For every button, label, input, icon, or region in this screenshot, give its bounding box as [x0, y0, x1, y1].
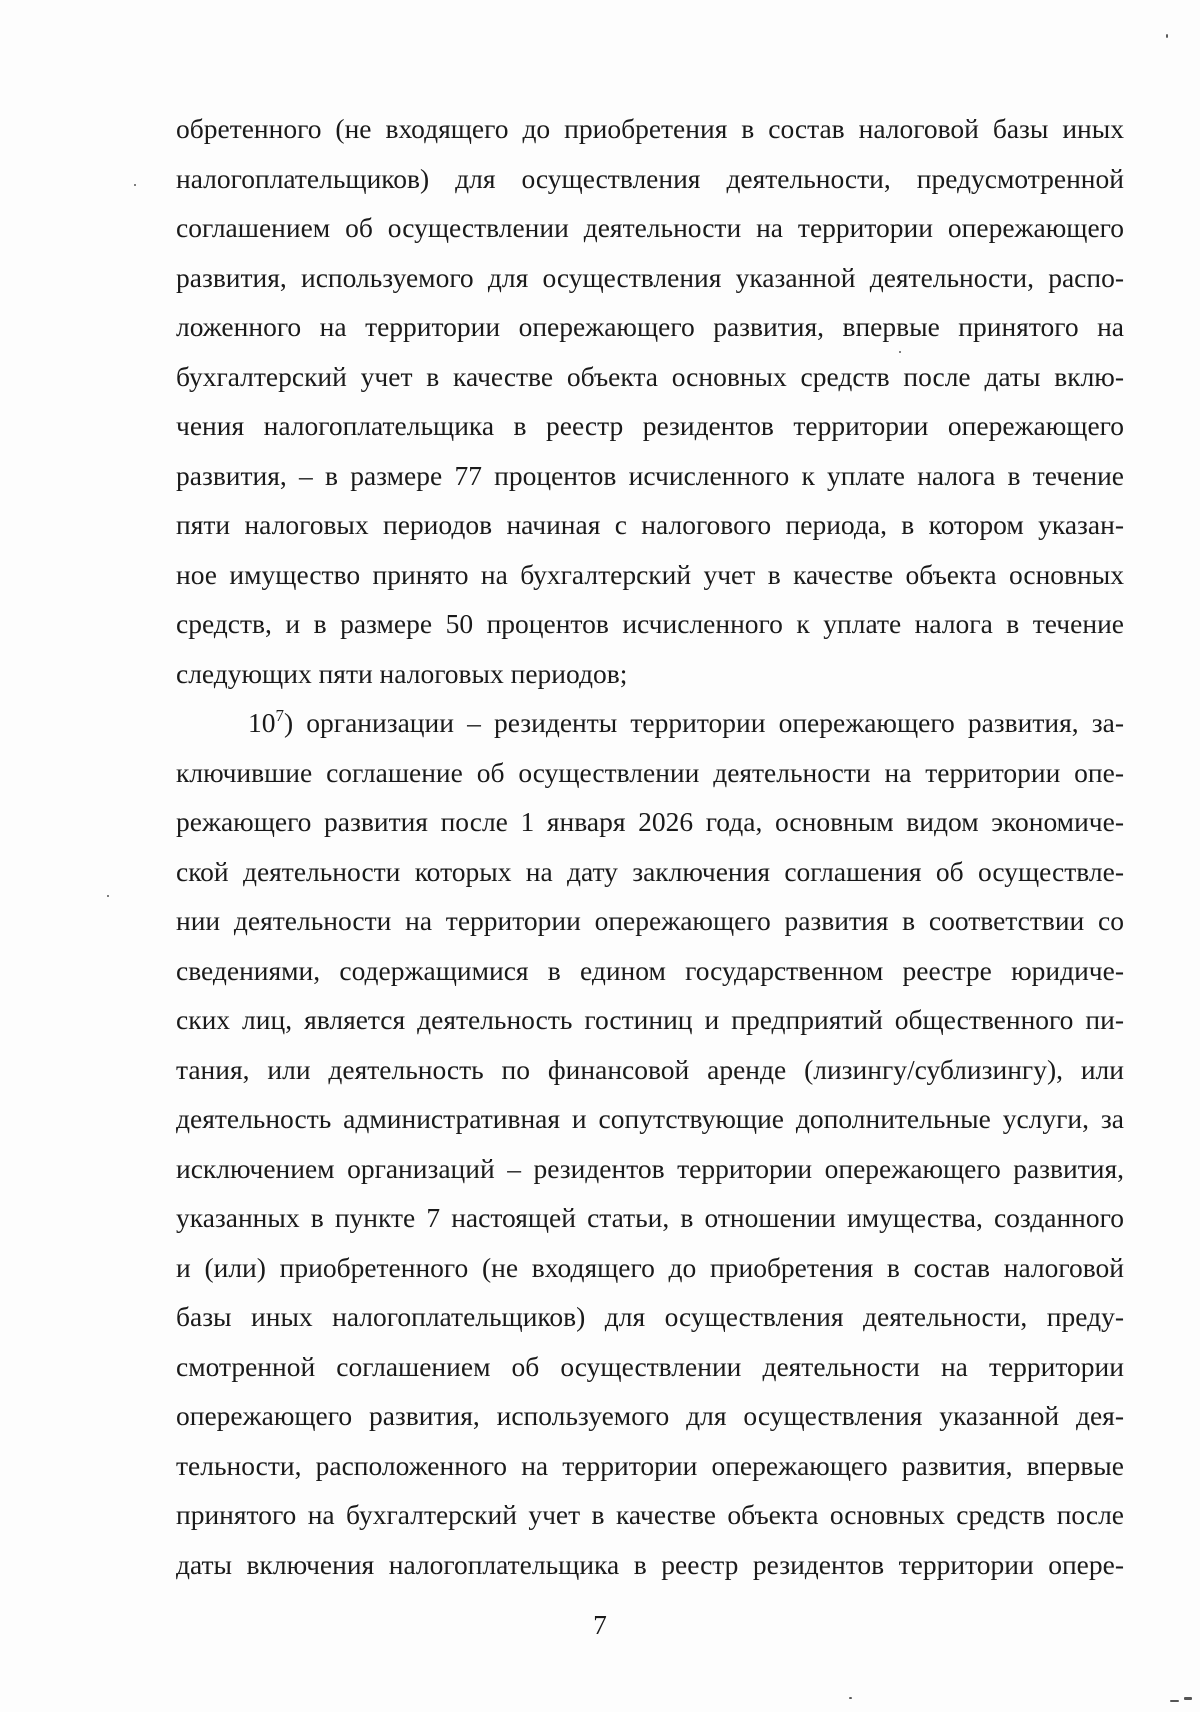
paragraph-1-line: бухгалтерский учет в качестве объекта основных средств после даты вклю- [176, 360, 1124, 392]
paragraph-1-line: ложенного на территории опережающего развития, впервые принятого на [176, 311, 1124, 342]
paragraph-2-line: тельности, расположенного на территории опережающего развития, впервые [176, 1449, 1124, 1481]
paragraph-2-first-line [176, 698, 1124, 748]
document-body [176, 104, 1124, 1589]
paragraph-1-line: обретенного (не входящего до приобретения в состав налоговой базы иных [176, 113, 1124, 144]
paragraph-1-line: развития, используемого для осуществления указанной деятельности, распо- [176, 261, 1124, 293]
paragraph-2-line: режающего развития после 1 января 2026 года, основным видом экономиче- [176, 806, 1124, 837]
scan-speck [899, 351, 901, 353]
paragraph-2-line: ских лиц, является деятельность гостиниц и предприятий общественного пи- [176, 1004, 1124, 1035]
paragraph-2-line: даты включения налогоплательщика в реестр резидентов территории опере- [176, 1548, 1124, 1580]
paragraph-1-line: ное имущество принято на бухгалтерский учет в качестве объекта основных [176, 558, 1124, 590]
scan-speck [1166, 34, 1168, 38]
scan-speck [107, 895, 109, 897]
item-number: 10 [248, 707, 276, 738]
scan-speck [134, 184, 136, 186]
paragraph-2-line: ской деятельности которых на дату заключения соглашения об осуществле- [176, 855, 1124, 887]
paragraph-2-line: базы иных налогоплательщиков) для осуществления деятельности, преду- [176, 1301, 1124, 1332]
paragraph-1-line: развития, – в размере 77 процентов исчисленного к уплате налога в течение [176, 459, 1124, 491]
paragraph-2-first-line-text: ) организации – резиденты территории опережающего развития, за- [284, 707, 1124, 738]
paragraph-1-line: пяти налоговых периодов начиная с налогового периода, в котором указан- [176, 509, 1124, 540]
paragraph-1-line: чения налогоплательщика в реестр резидентов территории опережающего [176, 410, 1124, 441]
paragraph-2-line: тания, или деятельность по финансовой аренде (лизингу/сублизингу), или [176, 1053, 1124, 1085]
paragraph-2-line: ключившие соглашение об осуществлении деятельности на территории опе- [176, 756, 1124, 788]
paragraph-1-line: соглашением об осуществлении деятельности на территории опережающего [176, 212, 1124, 243]
paragraph-2-line: смотренной соглашением об осуществлении деятельности на территории [176, 1350, 1124, 1382]
scan-speck [1170, 1700, 1179, 1702]
paragraph-2-line: принятого на бухгалтерский учет в качестве объекта основных средств после [176, 1499, 1124, 1530]
scan-speck [849, 1697, 852, 1699]
paragraph-2-line: исключением организаций – резидентов территории опережающего развития, [176, 1152, 1124, 1184]
item-superscript: 7 [275, 706, 284, 725]
paragraph-2-line: указанных в пункте 7 настоящей статьи, в отношении имущества, созданного [176, 1202, 1124, 1233]
paragraph-1-line: средств, и в размере 50 процентов исчисленного к уплате налога в течение [176, 608, 1124, 639]
page-number: 7 [593, 1609, 607, 1640]
paragraph-1-line: налогоплательщиков) для осуществления деятельности, предусмотренной [176, 162, 1124, 194]
paragraph-2-line: деятельность административная и сопутствующие дополнительные услуги, за [176, 1103, 1124, 1134]
paragraph-2-line: нии деятельности на территории опережающего развития в соответствии со [176, 905, 1124, 936]
paragraph-2-line: опережающего развития, используемого для осуществления указанной дея- [176, 1400, 1124, 1431]
paragraph-2-line: и (или) приобретенного (не входящего до приобретения в состав налоговой [176, 1251, 1124, 1283]
paragraph-1-line: следующих пяти налоговых периодов; [176, 657, 628, 689]
scan-speck [1184, 1697, 1192, 1700]
paragraph-2-line: сведениями, содержащимися в едином государственном реестре юридиче- [176, 954, 1124, 986]
